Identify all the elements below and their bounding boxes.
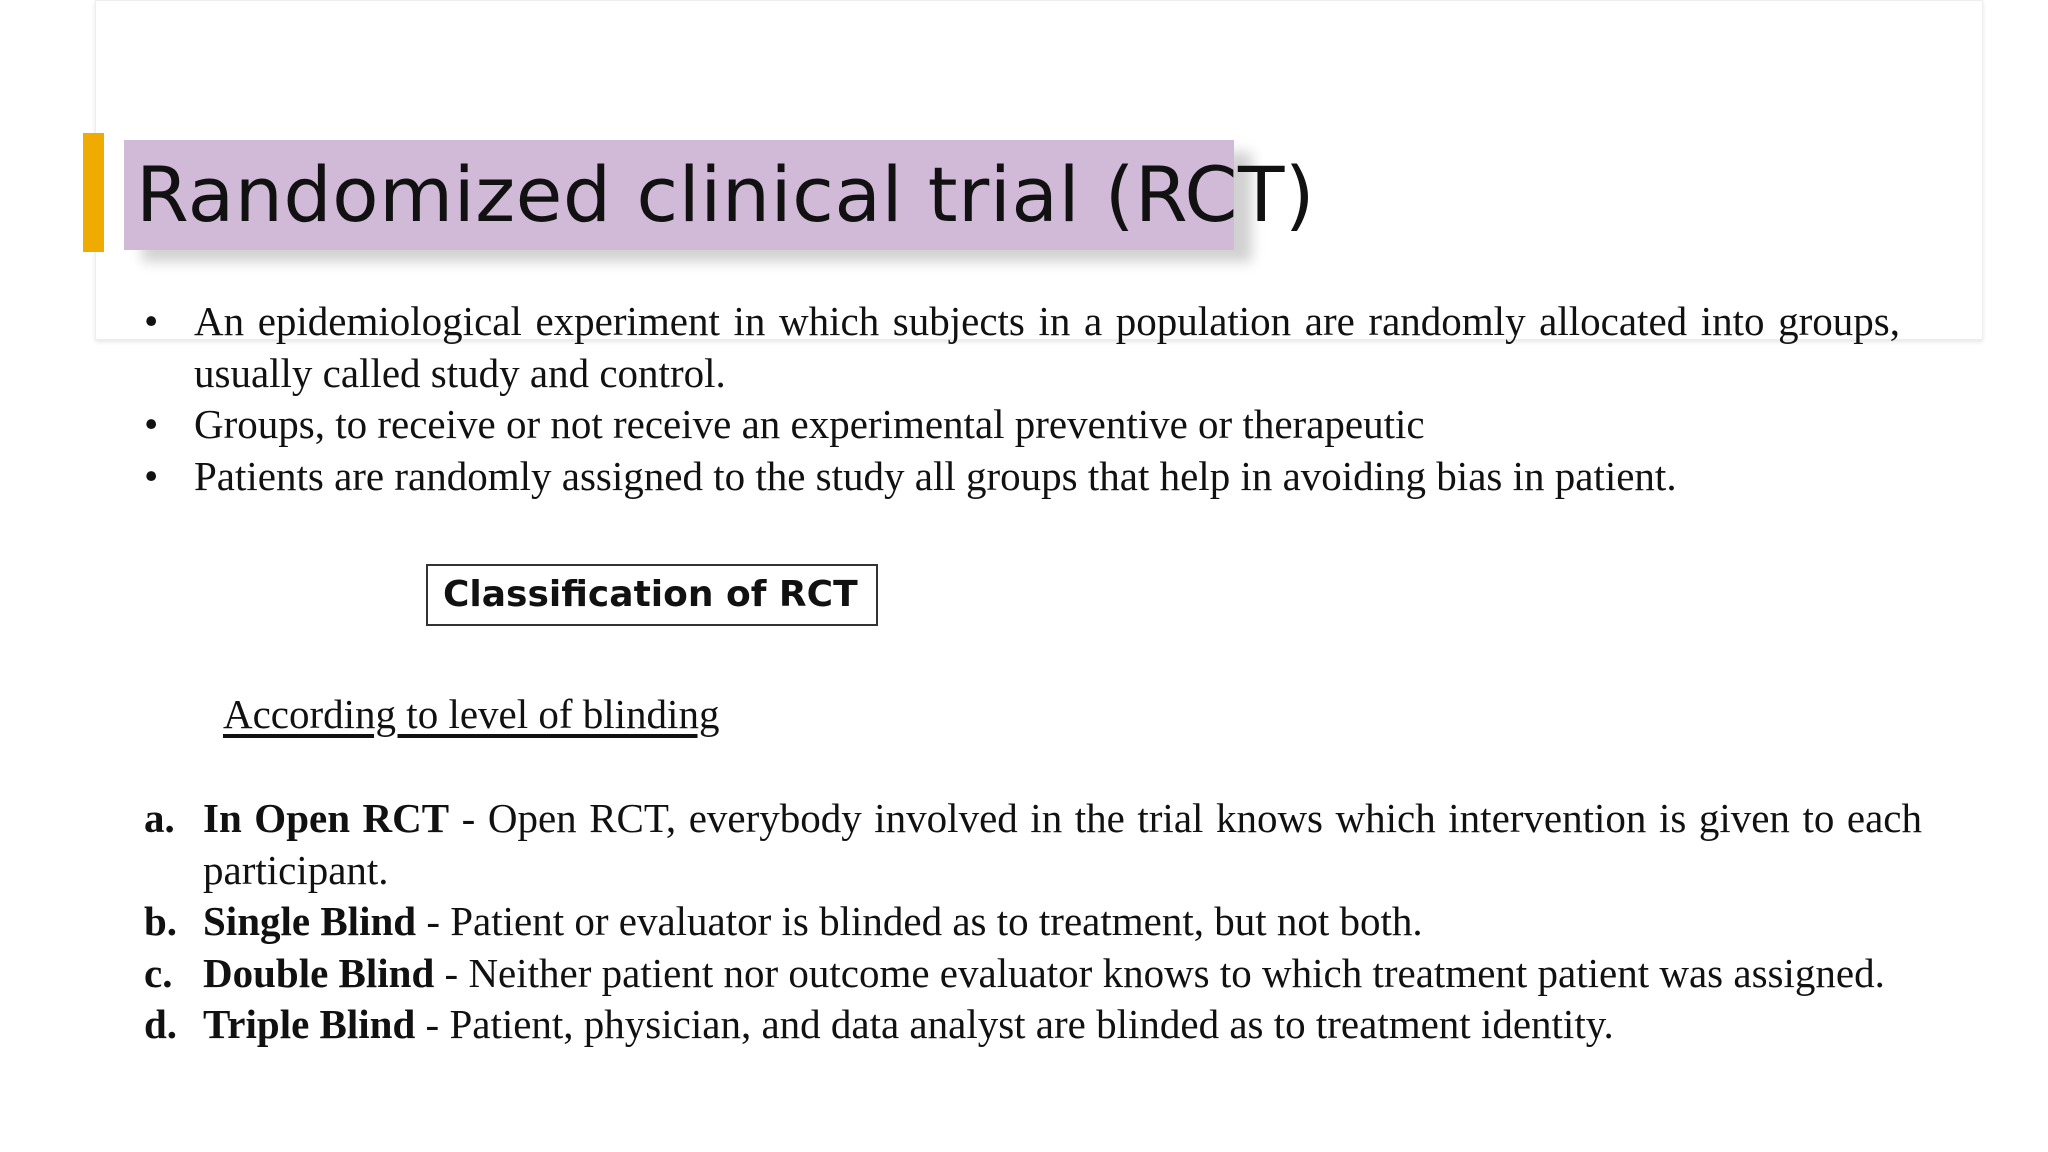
item-separator: -: [416, 898, 451, 944]
title-highlight: [124, 140, 1316, 250]
item-separator: -: [434, 949, 469, 996]
item-name: Triple Blind: [203, 1001, 416, 1047]
blinding-type-list: [144, 793, 1922, 1051]
slide-title: Randomized clinical trial (RCT): [136, 150, 1316, 239]
item-letter: d.: [144, 1001, 178, 1047]
blinding-subheading: According to level of blinding: [223, 691, 720, 737]
item-description: Open RCT, everybody involved in the trial knows which intervention is given to each participant.: [203, 795, 1923, 893]
bullet-text: Patients are randomly assigned to the study all groups that help in avoiding bias in patient.: [194, 452, 1677, 499]
bullet-item: [140, 451, 1900, 503]
bullet-item: [140, 399, 1900, 451]
blinding-type-item: [144, 948, 1922, 1000]
item-description: Neither patient nor outcome evaluator knows to which treatment patient was assigned.: [468, 949, 1885, 996]
item-description: Patient, physician, and data analyst are blinded as to treatment identity.: [449, 1001, 1614, 1047]
item-description: Patient or evaluator is blinded as to treatment, but not both.: [450, 898, 1423, 944]
item-letter: c.: [144, 949, 173, 996]
bullet-list: [140, 296, 1900, 502]
bullet-text: An epidemiological experiment in which subjects in a population are randomly allocated into groups, usually called study and control.: [194, 298, 1900, 396]
item-separator: -: [415, 1001, 450, 1047]
blinding-type-item: [144, 999, 1922, 1051]
item-name: In Open RCT: [203, 795, 450, 841]
bullet-text: Groups, to receive or not receive an experimental preventive or therapeutic: [194, 401, 1425, 447]
title-accent-bar: [83, 133, 104, 252]
item-name: Double Blind: [203, 949, 435, 996]
item-letter: b.: [144, 898, 178, 944]
bullet-icon: •: [144, 298, 159, 344]
bullet-icon: •: [144, 452, 159, 499]
blinding-type-item: [144, 793, 1922, 896]
bullet-item: [140, 296, 1900, 399]
classification-label-box: Classification of RCT: [426, 564, 878, 626]
blinding-type-item: [144, 896, 1922, 948]
item-separator: -: [449, 795, 488, 841]
item-letter: a.: [144, 795, 175, 841]
item-name: Single Blind: [203, 898, 417, 944]
bullet-icon: •: [144, 401, 159, 447]
